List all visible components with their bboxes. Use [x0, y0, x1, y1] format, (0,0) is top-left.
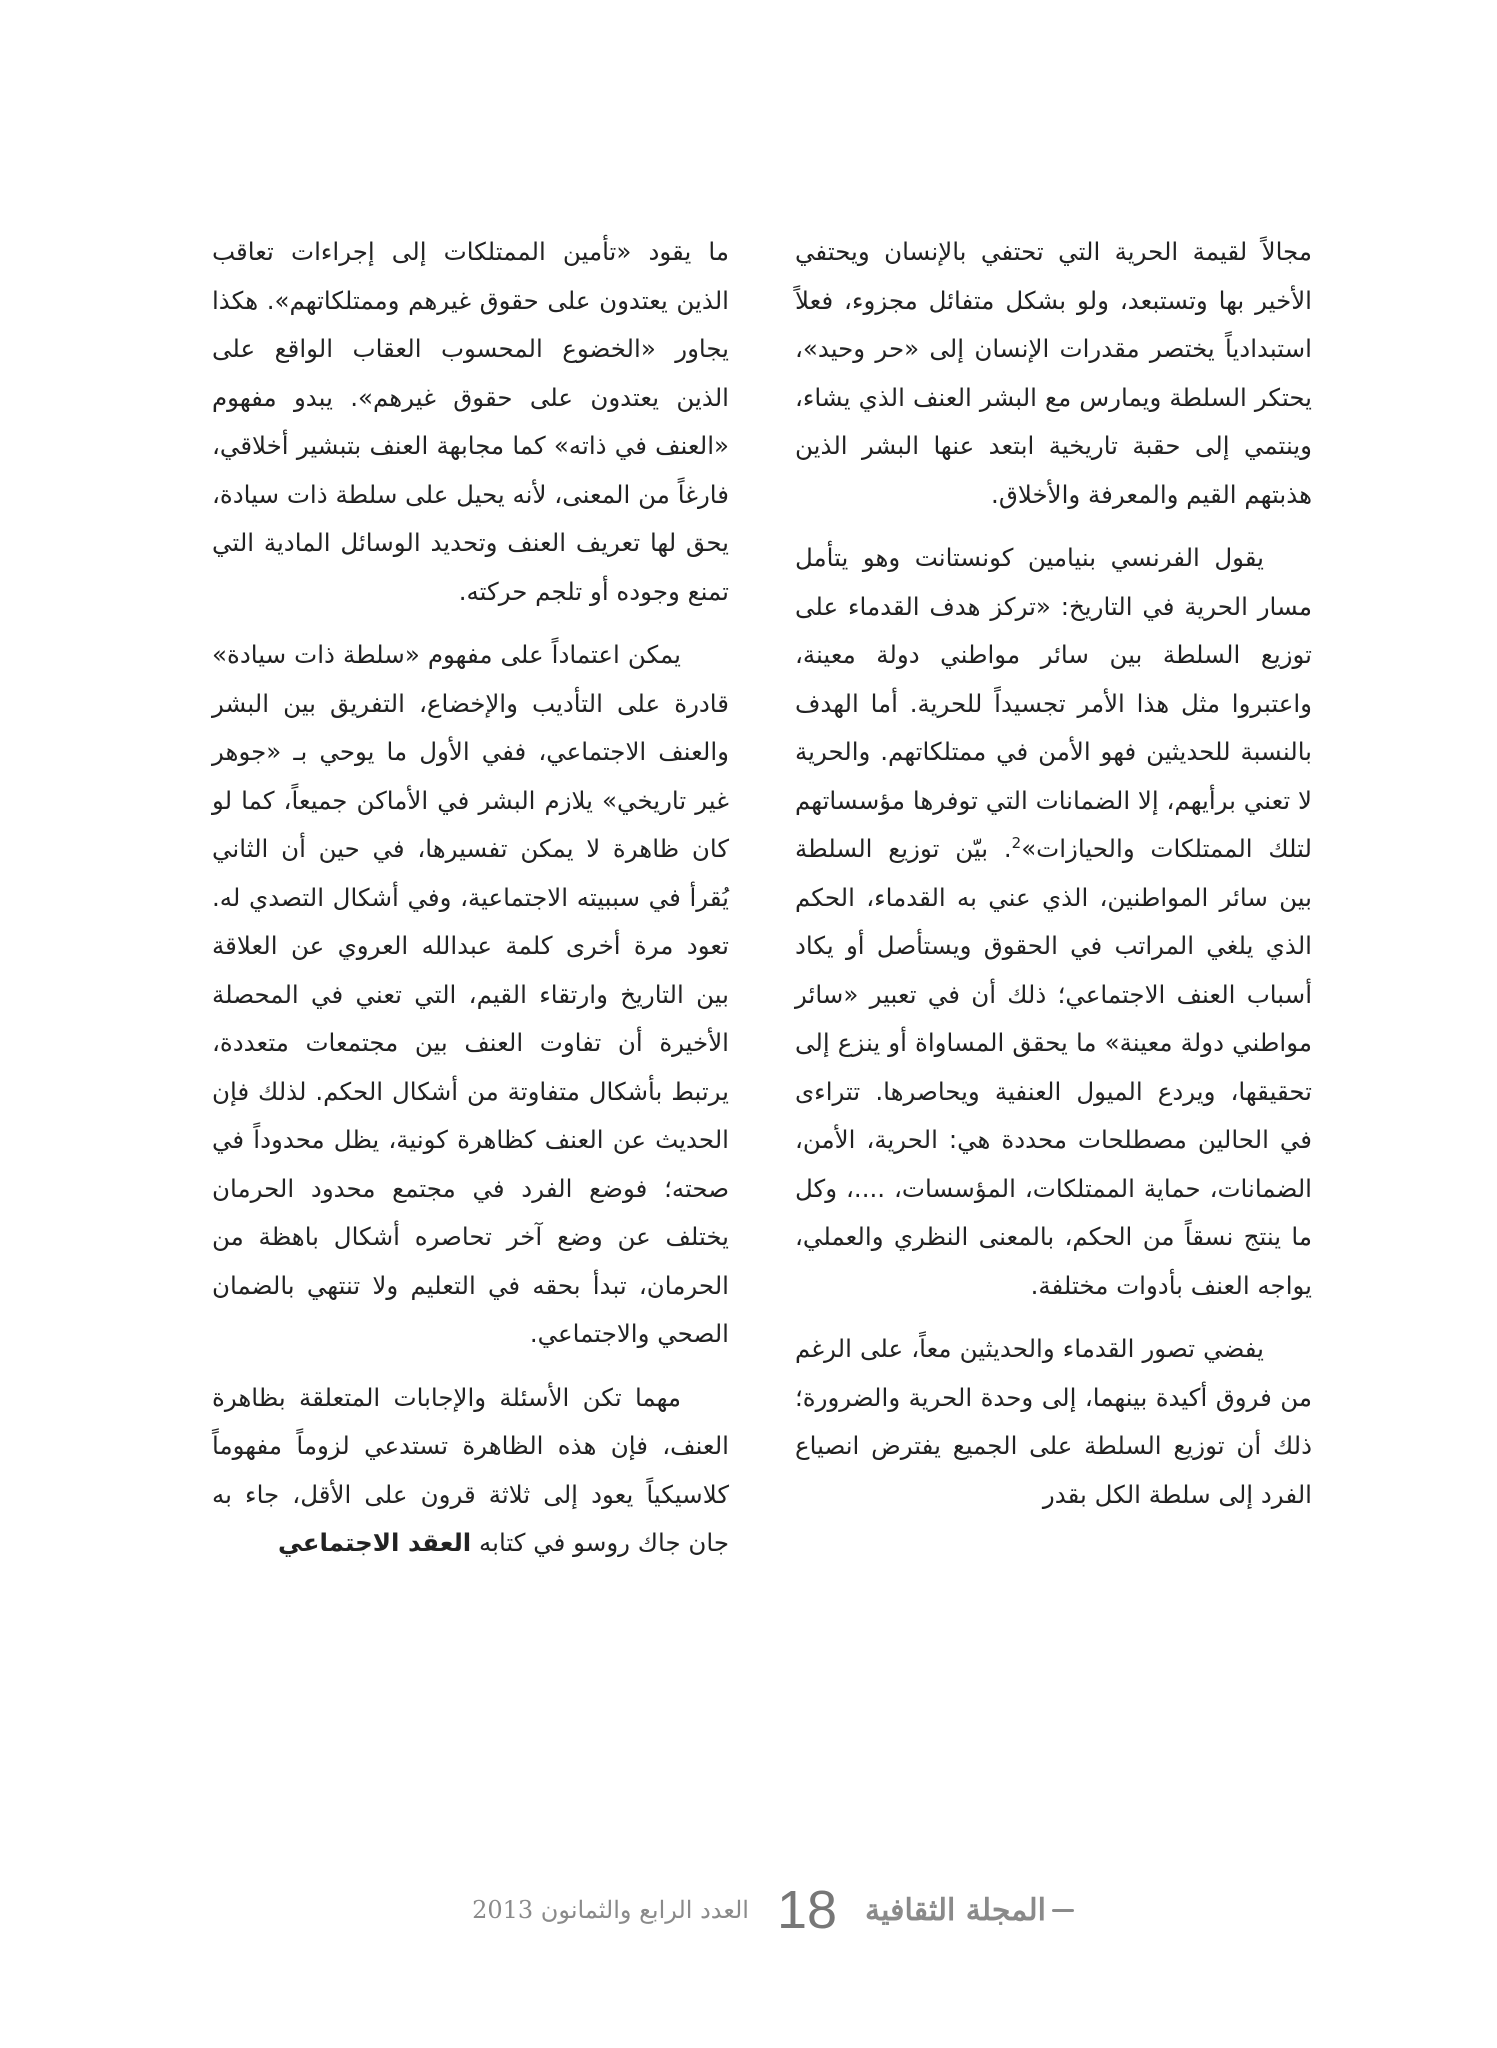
- right-paragraph-2-part-2: . بيّن توزيع السلطة بين سائر المواطنين، الذي عني به القدماء، الحكم الذي يلغي المراتب في الحقوق ويستأصل أو يكاد أسباب العنف الاجتماعي؛ ذلك أن في تعبير «سائر مواطني دولة معينة» ما يحقق المساواة أو ينزع إلى تحقيقها، ويردع الميول العنفية ويحاصرها. تتراءى في الحالين مصطلحات محددة هي: الحرية، الأمن، الضمانات، حماية الممتلكات، المؤسسات، ....، وكل ما ينتج نسقاً من الحكم، بالمعنى النظري والعملي، يواجه العنف بأدوات مختلفة.: [795, 834, 1312, 1300]
- left-paragraph-2: يمكن اعتماداً على مفهوم «سلطة ذات سيادة» قادرة على التأديب والإخضاع، التفريق بين البشر والعنف الاجتماعي، ففي الأول ما يوحي بـ «جوهر غير تاريخي» يلازم البشر في الأماكن جميعاً، كما لو كان ظاهرة لا يمكن تفسيرها، في حين أن الثاني يُقرأ في سببيته الاجتماعية، وفي أشكال التصدي له. تعود مرة أخرى كلمة عبدالله العروي عن العلاقة بين التاريخ وارتقاء القيم، التي تعني في المحصلة الأخيرة أن تفاوت العنف بين مجتمعات متعددة، يرتبط بأشكال متفاوتة من أشكال الحكم. لذلك فإن الحديث عن العنف كظاهرة كونية، يظل محدوداً في صحته؛ فوضع الفرد في مجتمع محدود الحرمان يختلف عن وضع آخر تحاصره أشكال باهظة من الحرمان، تبدأ بحقه في التعليم ولا تنتهي بالضمان الصحي والاجتماعي.: [212, 640, 729, 1348]
- right-paragraph-2-part-1: يقول الفرنسي بنيامين كونستانت وهو يتأمل مسار الحرية في التاريخ: «تركز هدف القدماء على توزيع السلطة بين سائر مواطني دولة معينة، واعتبروا مثل هذا الأمر تجسيداً للحرية. أما الهدف بالنسبة للحديثين فهو الأمن في ممتلكاتهم. والحرية لا تعني برأيهم، إلا الضمانات التي توفرها مؤسساتهم لتلك الممتلكات والحيازات»: [795, 543, 1312, 863]
- left-paragraph-1: ما يقود «تأمين الممتلكات إلى إجراءات تعاقب الذين يعتدون على حقوق غيرهم وممتلكاتهم». هكذا يجاور «الخضوع المحسوب العقاب الواقع على الذين يعتدون على حقوق غيرهم». يبدو مفهوم «العنف في ذاته» كما مجابهة العنف بتبشير أخلاقي، فارغاً من المعنى، لأنه يحيل على سلطة ذات سيادة، يحق لها تعريف العنف وتحديد الوسائل المادية التي تمنع وجوده أو تلجم حركته.: [212, 237, 729, 606]
- magazine-logo: [865, 1893, 1080, 1928]
- right-paragraph-2: [795, 534, 1312, 1310]
- book-title: العقد الاجتماعي: [277, 1528, 472, 1557]
- right-column: [795, 228, 1312, 1534]
- left-paragraph-3-text: مهما تكن الأسئلة والإجابات المتعلقة بظاهرة العنف، فإن هذه الظاهرة تستدعي لزوماً مفهوماً كلاسيكياً يعود إلى ثلاثة قرون على الأقل، جاء به جان جاك روسو في كتابه: [212, 1382, 729, 1557]
- right-paragraph-3: يفضي تصور القدماء والحديثين معاً، على الرغم من فروق أكيدة بينهما، إلى وحدة الحرية والضرورة؛ ذلك أن توزيع السلطة على الجميع يفترض انصياع الفرد إلى سلطة الكل بقدر: [795, 1334, 1312, 1509]
- footnote-ref-2: 2: [1011, 833, 1022, 852]
- left-paragraph-3: [212, 1374, 729, 1568]
- magazine-name: المجلة الثقافية: [865, 1892, 1046, 1928]
- right-paragraph-1: مجالاً لقيمة الحرية التي تحتفي بالإنسان ويحتفي الأخير بها وتستبعد، ولو بشكل متفائل مجزوء، فعلاً استبدادياً يختصر مقدرات الإنسان إلى «حر وحيد»، يحتكر السلطة ويمارس مع البشر العنف الذي يشاء، وينتمي إلى حقبة تاريخية ابتعد عنها البشر الذين هذبتهم القيم والمعرفة والأخلاق.: [795, 237, 1312, 509]
- logo-dash-icon: [1052, 1909, 1074, 1912]
- page-number: 18: [776, 1880, 838, 1940]
- issue-label: العدد الرابع والثمانون 2013: [472, 1896, 749, 1924]
- page-footer: [430, 1880, 1080, 1940]
- left-column: [212, 228, 729, 1583]
